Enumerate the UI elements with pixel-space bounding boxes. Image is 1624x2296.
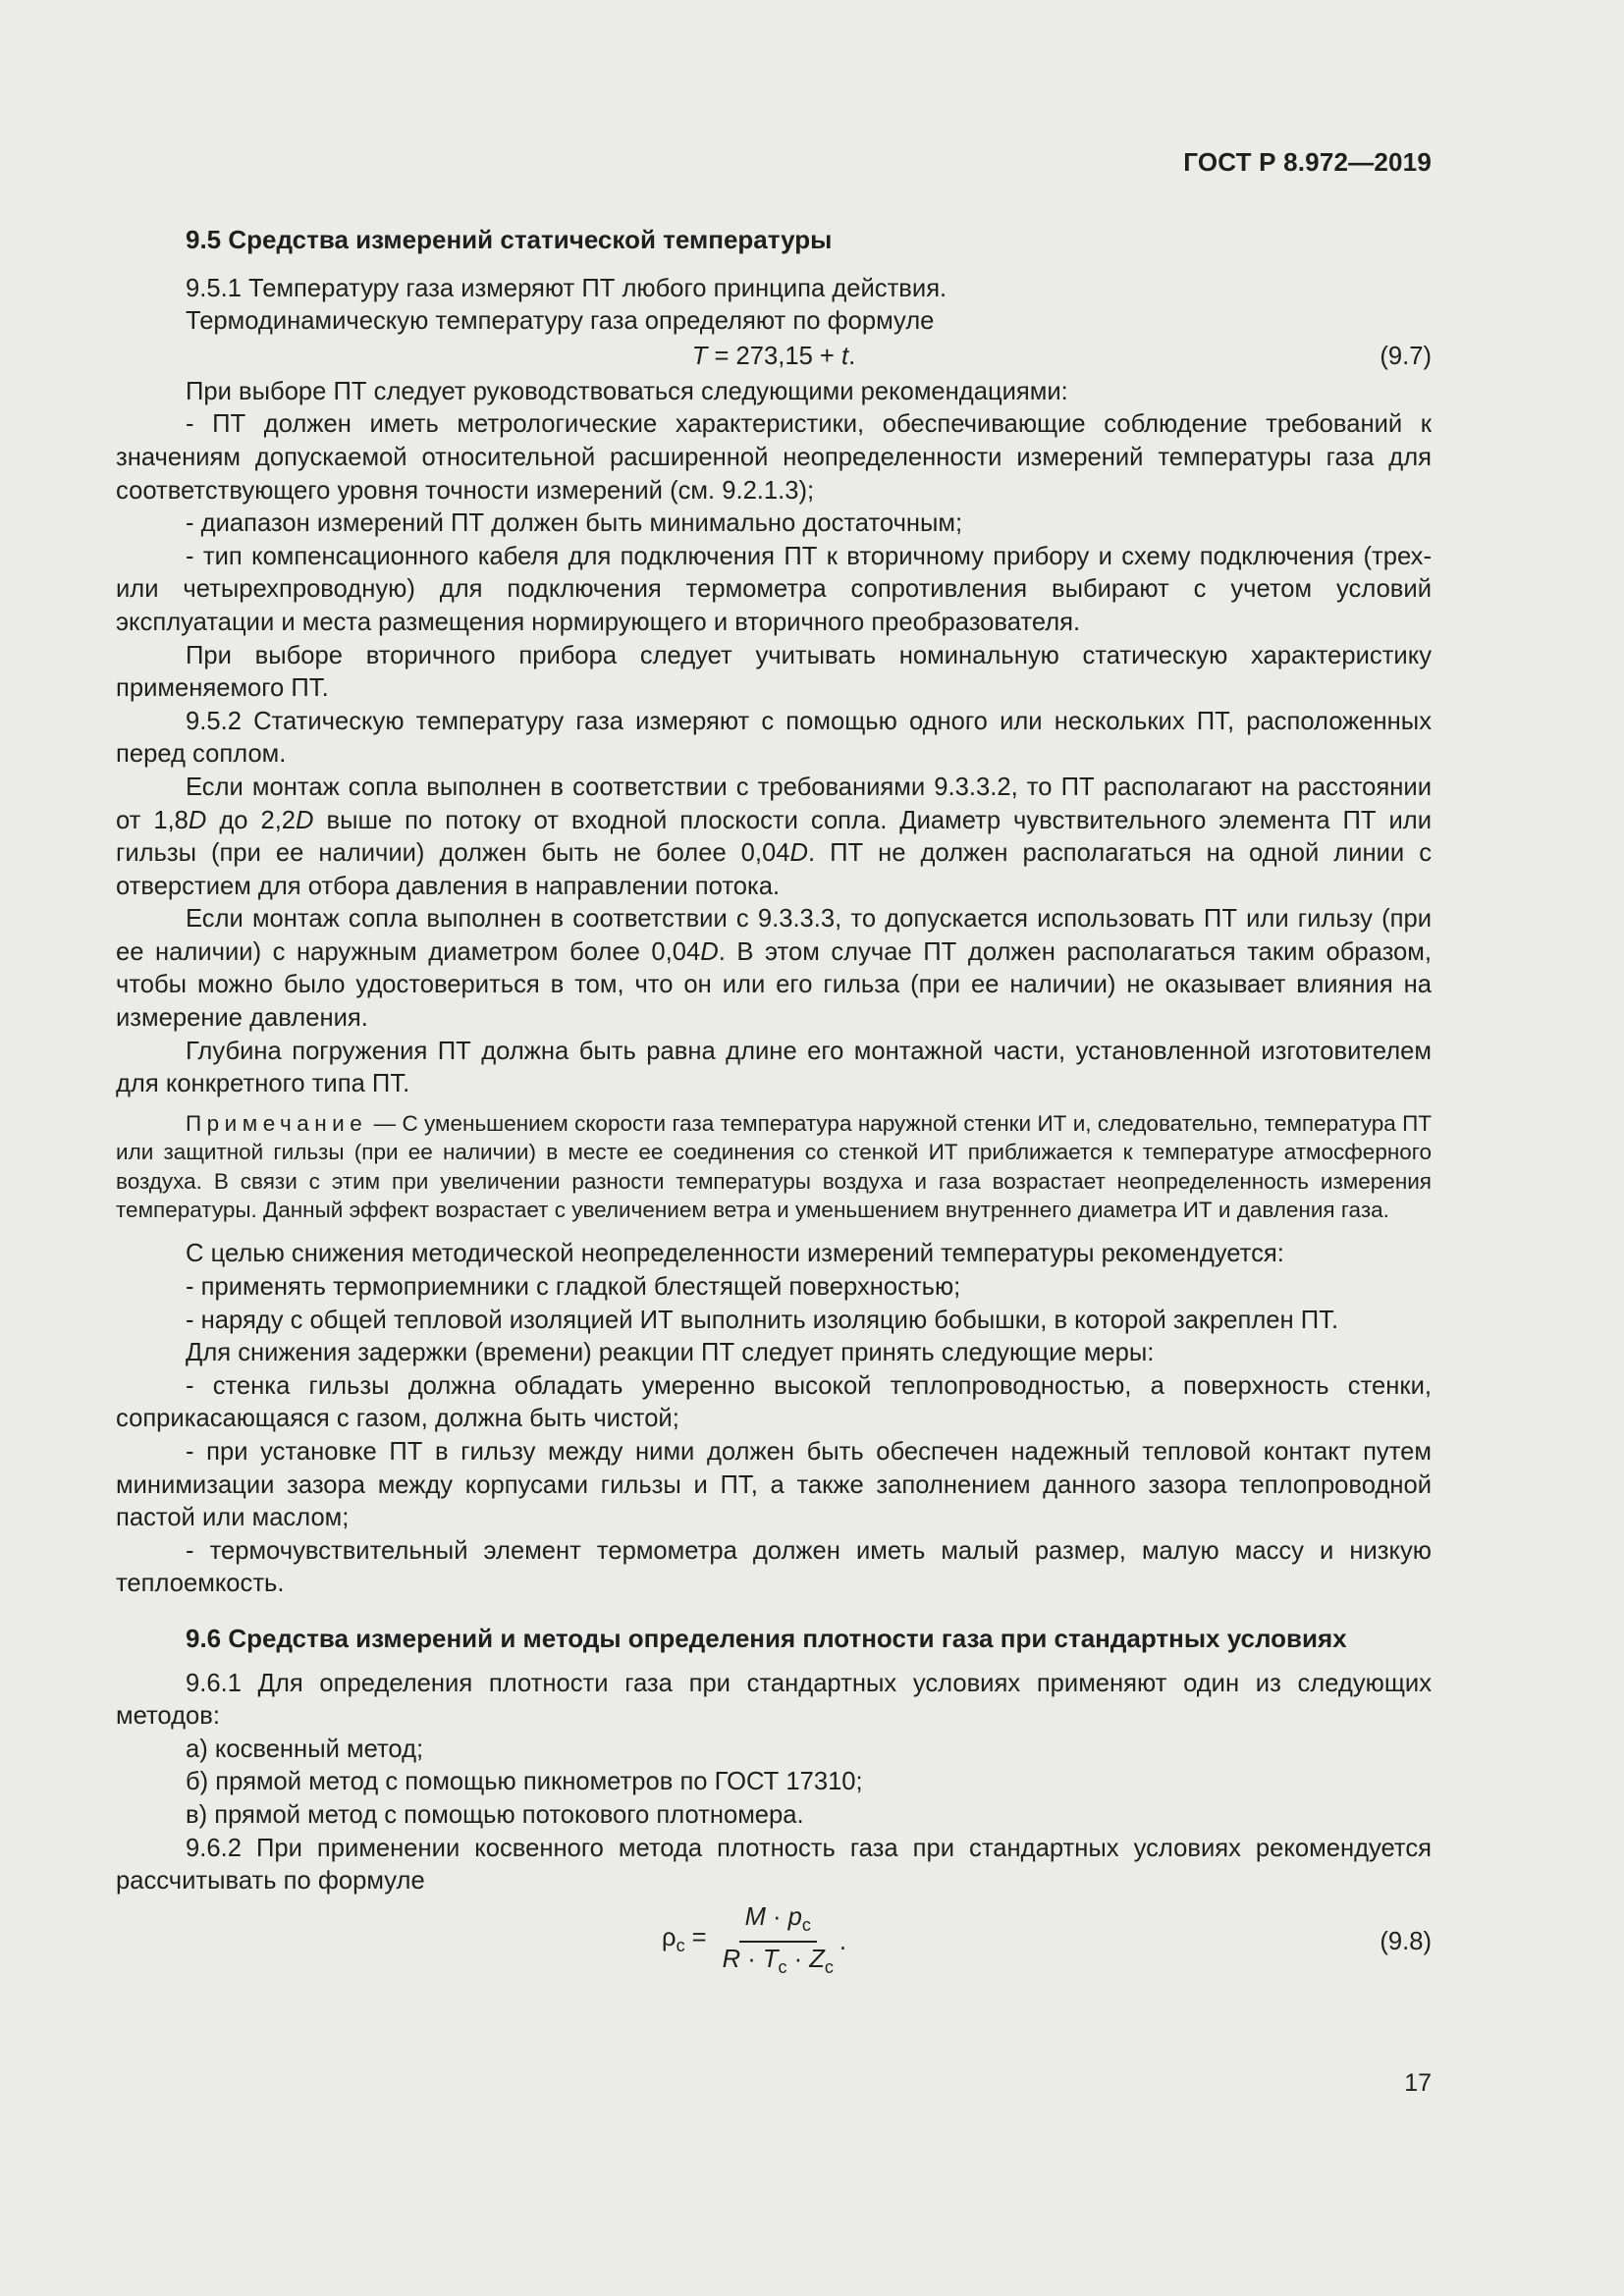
section-heading-9-6: 9.6 Средства измерений и методы определения плотности газа при стандартных условиях: [186, 1624, 1347, 1653]
paragraph: 9.6.2 При применении косвенного метода плотность газа при стандартных условиях рекомендуется рассчитывать по формуле: [116, 1834, 1432, 1896]
fraction-numerator: $M \cdot p_с$: [739, 1901, 817, 1943]
document-code-header: ГОСТ Р 8.972—2019: [1183, 147, 1432, 177]
formula-fraction: [717, 1901, 839, 1984]
list-item: б) прямой метод с помощью пикнометров по ГОСТ 17310;: [186, 1768, 863, 1796]
list-item: а) косвенный метод;: [186, 1735, 424, 1763]
note-label: Примечание: [186, 1110, 368, 1136]
paragraph: Глубина погружения ПТ должна быть равна длине его монтажной части, установленной изготовителем для конкретного типа ПТ.: [116, 1037, 1432, 1098]
fraction-denominator: $R \cdot T_с \cdot Z_с$: [722, 1945, 834, 1977]
paragraph: - стенка гильзы должна обладать умеренно высокой теплопроводностью, а поверхность стенки, соприкасающаяся с газом, должна быть чистой;: [116, 1371, 1432, 1433]
paragraph: - тип компенсационного кабеля для подключения ПТ к вторичному прибору и схему подключения (трех- или четырехпроводную) для подключения термометра сопротивления выбирают с учетом условий эксплуатации и места размещения нормирующего и вторичного преобразователя.: [116, 542, 1432, 636]
formula-9-8: [116, 1902, 1432, 1985]
paragraph: Термодинамическую температуру газа определяют по формуле: [186, 307, 935, 336]
paragraph: 9.5.2 Статическую температуру газа измеряют с помощью одного или нескольких ПТ, расположенных перед соплом.: [116, 707, 1432, 769]
page-number: 17: [1404, 2069, 1432, 2097]
paragraph: При выборе вторичного прибора следует учитывать номинальную статическую характеристику применяемого ПТ.: [116, 641, 1432, 703]
paragraph: 9.5.1 Температуру газа измеряют ПТ любого принципа действия.: [186, 274, 947, 302]
formula-9-7: [116, 339, 1432, 376]
formula-9-8-expression: $\rho_с$ = $\frac{M \cdot p_с}{R \cdot T_с \cdot Z_с}$ .: [662, 1906, 846, 1979]
formula-9-7-expression: T = 273,15 + t.: [691, 342, 856, 370]
formula-number: (9.8): [1380, 1927, 1432, 1955]
formula-number: (9.7): [1380, 342, 1432, 370]
paragraph: - диапазон измерений ПТ должен быть минимально достаточным;: [186, 509, 963, 538]
paragraph: - термочувствительный элемент термометра должен иметь малый размер, малую массу и низкую теплоемкость.: [116, 1536, 1432, 1598]
paragraph: Для снижения задержки (времени) реакции ПТ следует принять следующие меры:: [186, 1339, 1155, 1367]
note-text: — С уменьшением скорости газа температура наружной стенки ИТ и, следовательно, температура ПТ или защитной гильзы (при ее наличии) в месте ее соединения со стенкой ИТ приближается к температуре атмосферного воздуха. В связи с этим при увеличении разности температуры воздуха и газа возрастает неопределенность измерения температуры. Данный эффект возрастает с увеличением ветра и уменьшением внутреннего диаметра ИТ и давления газа.: [116, 1110, 1432, 1223]
paragraph: При выборе ПТ следует руководствоваться следующими рекомендациями:: [186, 377, 1068, 405]
section-heading-9-5: 9.5 Средства измерений статической температуры: [186, 225, 833, 254]
paragraph: Если монтаж сопла выполнен в соответствии с требованиями 9.3.3.2, то ПТ располагают на расстоянии от 1,8D до 2,2D выше по потоку от входной плоскости сопла. Диаметр чувствительного элемента ПТ или гильзы (при ее наличии) должен быть не более 0,04D. ПТ не должен располагаться на одной линии с отверстием для отбора давления в направлении потока.: [116, 773, 1432, 900]
paragraph: - наряду с общей тепловой изоляцией ИТ выполнить изоляцию бобышки, в которой закреплен ПТ.: [186, 1306, 1339, 1334]
paragraph: 9.6.1 Для определения плотности газа при стандартных условиях применяют один из следующих методов:: [116, 1669, 1432, 1731]
paragraph: Если монтаж сопла выполнен в соответствии с 9.3.3.3, то допускается использовать ПТ или гильзу (при ее наличии) с наружным диаметром более 0,04D. В этом случае ПТ должен располагаться таким образом, чтобы можно было удостовериться в том, что он или его гильза (при ее наличии) не оказывает влияния на измерение давления.: [116, 905, 1432, 1033]
paragraph: - при установке ПТ в гильзу между ними должен быть обеспечен надежный тепловой контакт путем минимизации зазора между корпусами гильзы и ПТ, а также заполнением данного зазора теплопроводной пастой или маслом;: [116, 1438, 1432, 1532]
list-item: в) прямой метод с помощью потокового плотномера.: [186, 1800, 804, 1829]
page-content: [116, 224, 1432, 1985]
note-block: [116, 1109, 1432, 1225]
paragraph: - ПТ должен иметь метрологические характеристики, обеспечивающие соблюдение требований к значениям допускаемой относительной расширенной неопределенности измерений температуры газа для соответствующего уровня точности измерений (см. 9.2.1.3);: [116, 410, 1432, 505]
paragraph: - применять термоприемники с гладкой блестящей поверхностью;: [186, 1273, 961, 1302]
paragraph: С целью снижения методической неопределенности измерений температуры рекомендуется:: [186, 1240, 1284, 1268]
